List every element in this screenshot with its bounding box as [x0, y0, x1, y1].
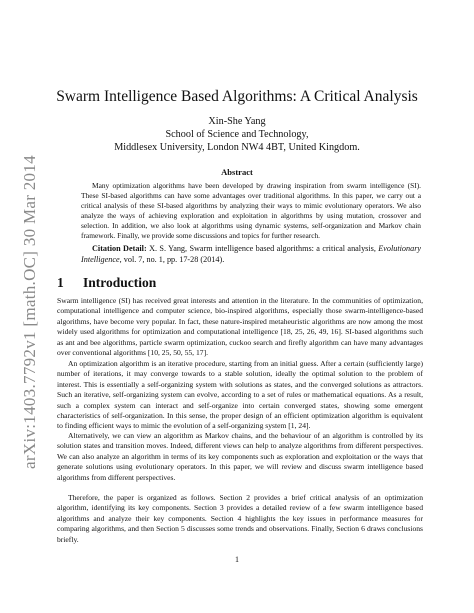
intro-paragraph-1: Swarm intelligence (SI) has received great interests and attention in the literature. In the communities of optimization, computational intelligence and computer science, bio-inspired algorithms, especially those swarm-intelligence-based algorithms, have become very popular. In fact, these nature-inspired metaheuristic algorithms are now among the most widely used algorithms for optimization and computational intelligence [18, 25, 26, 49, 16]. SI-based algorithms such as ant and bee algorithms, particle swarm optimization, cuckoo search and firefly algorithm can have many advantages over conventional algorithms [10, 25, 50, 55, 17]. — [57, 296, 423, 358]
arxiv-identifier-stamp: arXiv:1403.7792v1 [math.OC] 30 Mar 2014 — [20, 155, 39, 469]
section-heading — [57, 275, 156, 291]
section-title: Introduction — [83, 275, 157, 290]
citation-detail — [81, 244, 421, 265]
abstract-heading: Abstract — [221, 167, 253, 177]
intro-paragraph-3: Alternatively, we can view an algorithm as Markov chains, and the behaviour of an algorithm is controlled by its solution states and transition moves. Indeed, different views can help to analyze algorithms from different perspectives. We can also analyze an algorithm in terms of its key components such as exploration and exploitation or the ways that generate solutions using evolutionary operators. In this paper, we will review and discuss swarm intelligence based algorithms from different perspectives. — [57, 431, 423, 482]
abstract-text: Many optimization algorithms have been developed by drawing inspiration from swarm intelligence (SI). These SI-based algorithms can have some advantages over traditional algorithms. In this paper, we carry out a critical analysis of these SI-based algorithms by analyzing their ways to mimic evolutionary operators. We also analyze the ways of achieving exploration and exploitation in algorithms by using mutation, crossover and selection. In addition, we also look at algorithms using dynamic systems, self-organization and Markov chain framework. Finally, we provide some discussions and topics for further research. — [81, 181, 421, 241]
page-number: 1 — [235, 555, 239, 564]
intro-paragraph-4: Therefore, the paper is organized as follows. Section 2 provides a brief critical analysis of an optimization algorithm, identifying its key components. Section 3 provides a detailed review of a few swarm intelligence based algorithms and analyze their key components. Section 4 highlights the key issues in performance measures for comparing algorithms, and then Section 5 discusses some trends and observations. Finally, Section 6 draws conclusions briefly. — [57, 493, 423, 544]
author-block — [0, 115, 474, 154]
citation-label: Citation Detail: — [92, 244, 147, 253]
citation-journal: Evolutionary Intelligence — [81, 244, 422, 264]
intro-paragraph-2: An optimization algorithm is an iterative procedure, starting from an initial guess. After a certain (sufficiently large) number of iterations, it may converge towards to a stable solution, ideally the optimal solution to the problem of interest. This is essentially a self-organizing system with solutions as states, and the converged solutions as attractors. Such an iterative, self-organizing system can evolve, according to a set of rules or mathematical equations. As a result, such a complex system can interact and self-organize into certain converged states, showing some emergent characteristics of self-organization. In this sense, the proper design of an efficient optimization algorithm is equivalent to finding efficient ways to mimic the evolution of a self-organizing system [1, 24]. — [57, 359, 423, 431]
author-affiliation-line2: Middlesex University, London NW4 4BT, United Kingdom. — [114, 142, 360, 153]
author-affiliation-line1: School of Science and Technology, — [165, 129, 309, 140]
citation-text: X. S. Yang, Swarm intelligence based algorithms: a critical analysis, — [149, 244, 376, 253]
section-number: 1 — [57, 275, 64, 290]
paper-title: Swarm Intelligence Based Algorithms: A Critical Analysis — [56, 88, 418, 105]
author-name: Xin-She Yang — [208, 116, 266, 127]
citation-volume: , vol. 7, no. 1, pp. 17-28 (2014). — [119, 254, 225, 264]
